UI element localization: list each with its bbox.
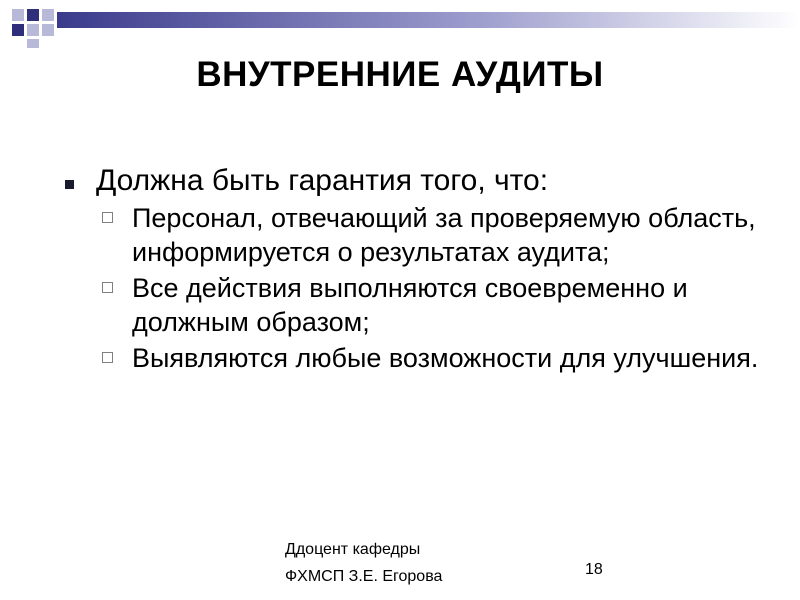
sub-bullet-text: Все действия выполняются своевременно и должным образом;	[132, 273, 688, 337]
list-item	[132, 271, 782, 339]
page-number: 18	[585, 561, 603, 578]
sub-bullet-list	[132, 201, 782, 377]
footer-author	[285, 536, 442, 590]
main-bullet-text: Должна быть гарантия того, что:	[96, 164, 549, 197]
slide-title: ВНУТРЕННИЕ АУДИТЫ	[196, 55, 604, 94]
sub-bullet-text: Персонал, отвечающий за проверяемую область, информируется о результатах аудита;	[132, 203, 756, 267]
square-bullet-icon	[65, 180, 74, 189]
sub-bullet-text: Выявляются любые возможности для улучшения.	[132, 343, 759, 373]
list-item	[132, 341, 782, 375]
hollow-square-bullet-icon	[102, 212, 113, 223]
hollow-square-bullet-icon	[102, 282, 113, 293]
footer-line: Ддоцент кафедры	[285, 541, 421, 558]
main-bullet	[96, 163, 548, 199]
list-item	[132, 201, 782, 269]
hollow-square-bullet-icon	[102, 352, 113, 363]
footer-line: ФХМСП З.Е. Егорова	[285, 568, 443, 585]
